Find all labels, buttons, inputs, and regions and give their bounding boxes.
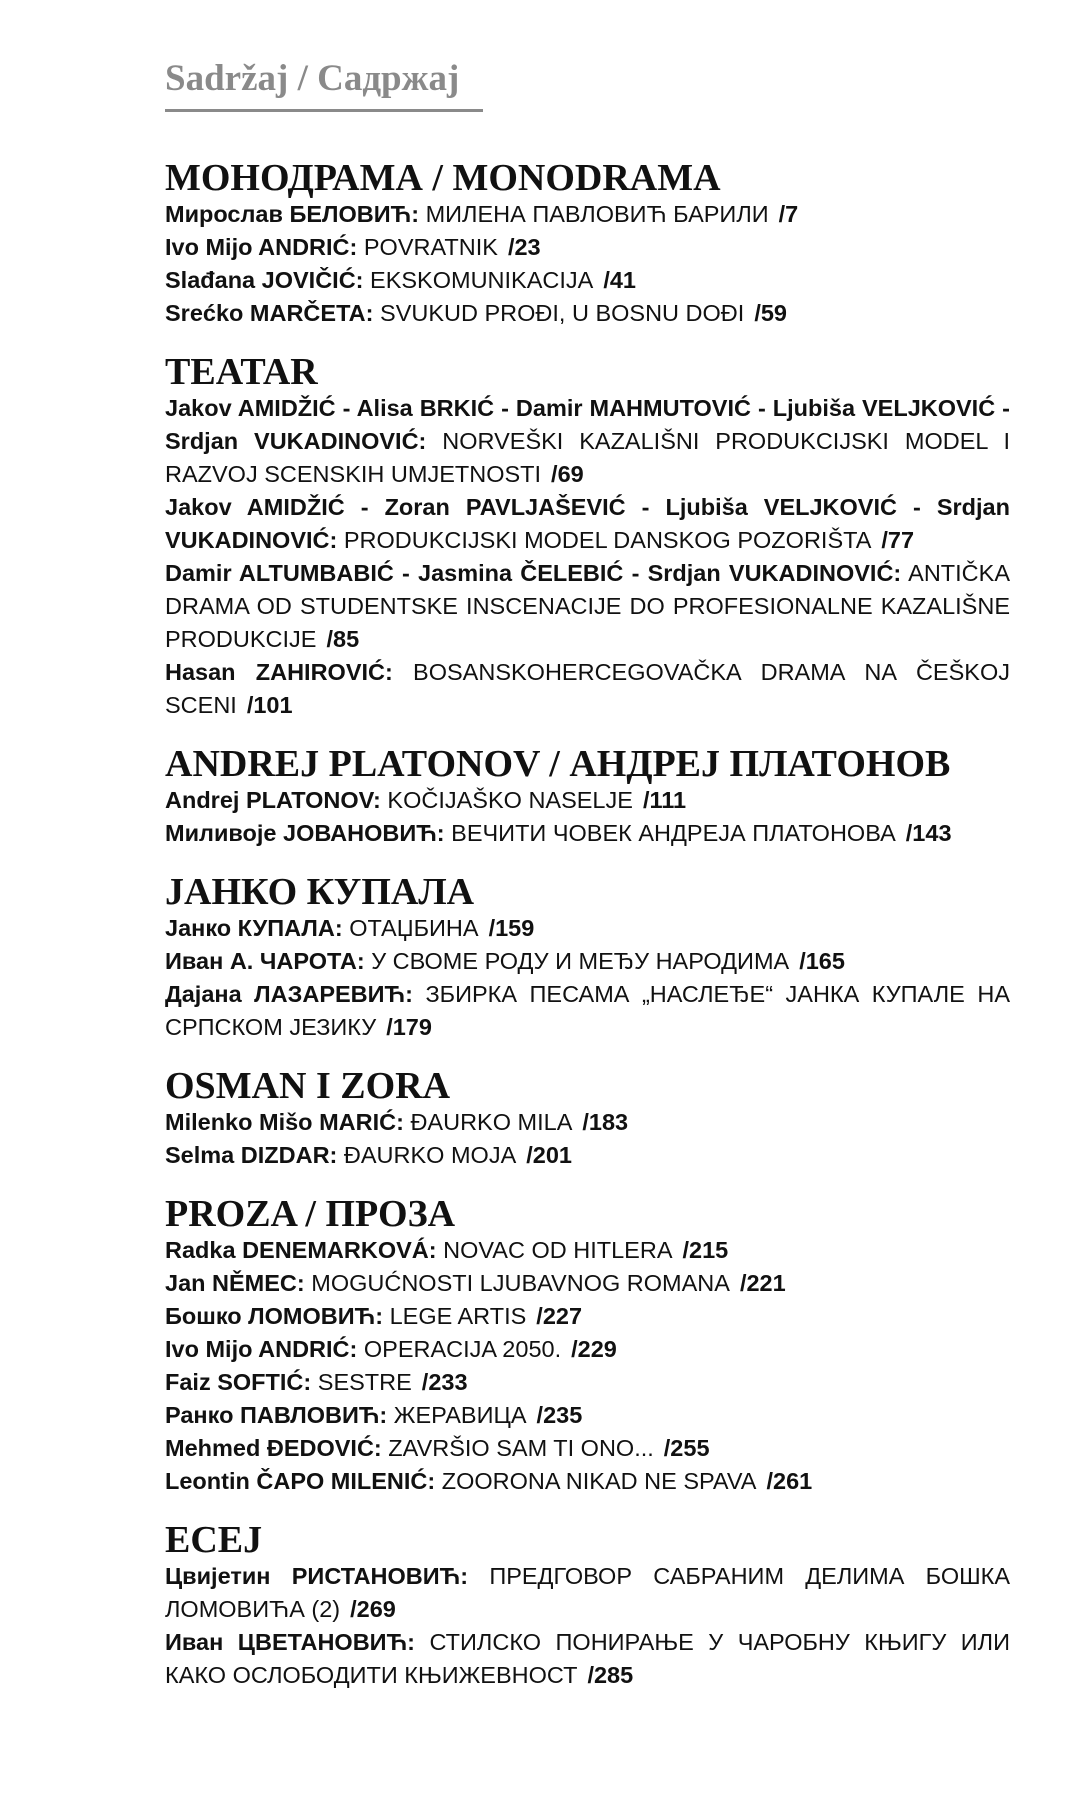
entry-author: Slađana JOVIČIĆ: <box>165 267 364 293</box>
toc-entry <box>165 912 1010 945</box>
entry-author: Hasan ZAHIROVIĆ: <box>165 659 393 685</box>
toc-section <box>165 158 1010 330</box>
entry-page-number: /59 <box>754 300 787 326</box>
toc-entry <box>165 1560 1010 1626</box>
section-title: ЈАНКО КУПАЛА <box>165 871 475 913</box>
entry-page-number: /7 <box>778 201 799 227</box>
entry-page-number: /69 <box>551 461 584 487</box>
entry-author: Мирослав БЕЛОВИЋ: <box>165 201 420 227</box>
toc-section <box>165 872 1010 1044</box>
entry-page-number: /269 <box>350 1596 396 1622</box>
entry-page-number: /215 <box>682 1237 729 1263</box>
entry-page-number: /255 <box>663 1435 710 1461</box>
entry-list <box>165 784 1010 850</box>
section-title: TEATAR <box>165 351 318 393</box>
entry-title: BOSANSKOHERCEGOVAČKA DRAMA NA ČEŠKOJ SCENI <box>165 659 1010 718</box>
entry-title: LEGE ARTIS <box>389 1303 527 1329</box>
toc-entry <box>165 978 1010 1044</box>
toc-entry <box>165 1267 1010 1300</box>
entry-page-number: /111 <box>642 787 687 813</box>
entry-title: EKSKOMUNIKACIJA <box>370 267 594 293</box>
entry-page-number: /165 <box>799 948 845 974</box>
toc-entry <box>165 1399 1010 1432</box>
entry-title: SVUKUD PROĐI, U BOSNU DOĐI <box>380 300 745 326</box>
entry-page-number: /233 <box>421 1369 468 1395</box>
entry-title: OPERACIJA 2050. <box>363 1336 562 1362</box>
entry-list <box>165 1560 1010 1692</box>
entry-title: МИЛЕНА ПАВЛОВИЋ БАРИЛИ <box>425 201 769 227</box>
toc-entry <box>165 297 1010 330</box>
entry-page-number: /143 <box>905 820 952 846</box>
entry-author: Radka DENEMARKOVÁ: <box>165 1237 437 1263</box>
toc-entry <box>165 1106 1010 1139</box>
entry-title: MOGUĆNOSTI LJUBAVNOG ROMANA <box>311 1270 730 1296</box>
entry-author: Иван ЦВЕТАНОВИЋ: <box>165 1629 415 1655</box>
entry-page-number: /235 <box>536 1402 583 1428</box>
toc-entry <box>165 264 1010 297</box>
entry-page-number: /101 <box>246 692 293 718</box>
entry-title: NORVEŠKI KAZALIŠNI PRODUKCIJSKI MODEL I RAZVOJ SCENSKIH UMJETNOSTI <box>165 428 1011 487</box>
entry-title: ЖЕРАВИЦА <box>393 1402 527 1428</box>
entry-author: Ivo Mijo ANDRIĆ: <box>165 234 358 260</box>
toc-section <box>165 1066 1010 1172</box>
toc-entry <box>165 1234 1010 1267</box>
entry-list <box>165 392 1010 722</box>
entry-author: Миливоје ЈОВАНОВИЋ: <box>165 820 445 846</box>
entry-page-number: /23 <box>507 234 541 260</box>
toc-entry <box>165 817 1010 850</box>
toc-entry <box>165 491 1010 557</box>
entry-page-number: /229 <box>571 1336 617 1362</box>
toc-entry <box>165 1465 1010 1498</box>
section-title: МОНОДРАМА / MONODRAMA <box>165 157 721 199</box>
entry-list <box>165 1106 1010 1172</box>
entry-title: ĐAURKO MOJA <box>343 1142 517 1168</box>
entry-author: Цвијетин РИСТАНОВИЋ: <box>165 1563 469 1589</box>
entry-title: ПРЕДГОВОР САБРАНИМ ДЕЛИМА БОШКА ЛОМОВИЋА (2) <box>165 1563 1011 1622</box>
entry-author: Mehmed ĐEDOVIĆ: <box>165 1435 382 1461</box>
entry-title: ANTIČKA DRAMA OD STUDENTSKE INSCENACIJE DO PROFESIONALNE KAZALIŠNE PRODUKCIJE <box>165 560 1010 652</box>
entry-list <box>165 912 1010 1044</box>
entry-title: NOVAC OD HITLERA <box>443 1237 673 1263</box>
toc-entry <box>165 1139 1010 1172</box>
entry-title: ZOORONA NIKAD NE SPAVA <box>441 1468 757 1494</box>
entry-list <box>165 198 1010 330</box>
entry-title: PRODUKCIJSKI MODEL DANSKOG POZORIŠTA <box>343 527 872 553</box>
entry-title: ĐAURKO MILA <box>410 1109 573 1135</box>
section-title: ЕСЕЈ <box>165 1519 263 1561</box>
entry-author: Бошко ЛОМОВИЋ: <box>165 1303 384 1329</box>
toc-entry <box>165 557 1010 656</box>
section-title: ANDREJ PLATONOV / АНДРЕЈ ПЛАТОНОВ <box>165 743 951 785</box>
entry-author: Leontin ČAPO MILENIĆ: <box>165 1468 436 1494</box>
entry-author: Ранко ПАВЛОВИЋ: <box>165 1402 388 1428</box>
entry-page-number: /41 <box>603 267 636 293</box>
entry-page-number: /159 <box>488 915 535 941</box>
entry-author: Selma DIZDAR: <box>165 1142 338 1168</box>
page-title: Sadržaj / Садржај <box>165 55 483 112</box>
entry-page-number: /261 <box>766 1468 813 1494</box>
toc-entry <box>165 1432 1010 1465</box>
entry-author: Milenko Mišo MARIĆ: <box>165 1109 404 1135</box>
entry-title: У СВОМЕ РОДУ И МЕЂУ НАРОДИМА <box>371 948 790 974</box>
entry-author: Јанко КУПАЛА: <box>165 915 343 941</box>
toc-entry <box>165 784 1010 817</box>
entry-title: ZAVRŠIO SAM TI ONO... <box>388 1435 654 1461</box>
entry-page-number: /77 <box>881 527 915 553</box>
entry-title: SESTRE <box>317 1369 412 1395</box>
entry-page-number: /183 <box>582 1109 629 1135</box>
entry-page-number: /227 <box>536 1303 583 1329</box>
entry-author: Andrej PLATONOV: <box>165 787 381 813</box>
toc-sections <box>165 158 1010 1692</box>
section-title: PROZA / ПРОЗА <box>165 1193 456 1235</box>
entry-author: Faiz SOFTIĆ: <box>165 1369 312 1395</box>
entry-author: Дајана ЛАЗАРЕВИЋ: <box>165 981 413 1007</box>
entry-author: Damir ALTUMBABIĆ - Jasmina ČELEBIĆ - Srdjan VUKADINOVIĆ: <box>165 560 902 586</box>
entry-page-number: /221 <box>739 1270 786 1296</box>
entry-list <box>165 1234 1010 1498</box>
entry-title: ОТАЏБИНА <box>349 915 479 941</box>
entry-title: ЗБИРКА ПЕСАМА „НАСЛЕЂЕ“ ЈАНКА КУПАЛЕ НА СРПСКОМ ЈЕЗИКУ <box>165 981 1010 1040</box>
toc-entry <box>165 1366 1010 1399</box>
entry-author: Jakov AMIDŽIĆ - Zoran PAVLJAŠEVIĆ - Ljubiša VELJKOVIĆ - Srdjan VUKADINOVIĆ: <box>165 494 1010 553</box>
entry-title: KOČIJAŠKO NASELJE <box>387 787 633 813</box>
toc-section <box>165 352 1010 722</box>
entry-page-number: /201 <box>526 1142 573 1168</box>
table-of-contents <box>165 55 1010 1692</box>
toc-entry <box>165 656 1010 722</box>
entry-author: Иван А. ЧАРОТА: <box>165 948 365 974</box>
entry-page-number: /179 <box>386 1014 432 1040</box>
toc-entry <box>165 231 1010 264</box>
section-title: OSMAN I ZORA <box>165 1065 451 1107</box>
toc-entry <box>165 1300 1010 1333</box>
toc-section <box>165 1520 1010 1692</box>
entry-title: СТИЛСКО ПОНИРАЊЕ У ЧАРОБНУ КЊИГУ ИЛИ КАКО ОСЛОБОДИТИ КЊИЖЕВНОСТ <box>165 1629 1010 1688</box>
toc-entry <box>165 198 1010 231</box>
toc-entry <box>165 945 1010 978</box>
toc-entry <box>165 1333 1010 1366</box>
entry-title: POVRATNIK <box>363 234 498 260</box>
toc-entry <box>165 392 1010 491</box>
toc-section <box>165 1194 1010 1498</box>
entry-author: Ivo Mijo ANDRIĆ: <box>165 1336 358 1362</box>
entry-page-number: /85 <box>326 626 360 652</box>
entry-author: Jan NĚMEC: <box>165 1270 305 1296</box>
toc-section <box>165 744 1010 850</box>
entry-page-number: /285 <box>587 1662 634 1688</box>
toc-entry <box>165 1626 1010 1692</box>
entry-title: ВЕЧИТИ ЧОВЕК АНДРЕЈА ПЛАТОНОВА <box>451 820 896 846</box>
entry-author: Jakov AMIDŽIĆ - Alisa BRKIĆ - Damir MAHMUTOVIĆ - Ljubiša VELJKOVIĆ - Srdjan VUKADINOVIĆ: <box>165 395 1010 454</box>
entry-author: Srećko MARČETA: <box>165 300 374 326</box>
